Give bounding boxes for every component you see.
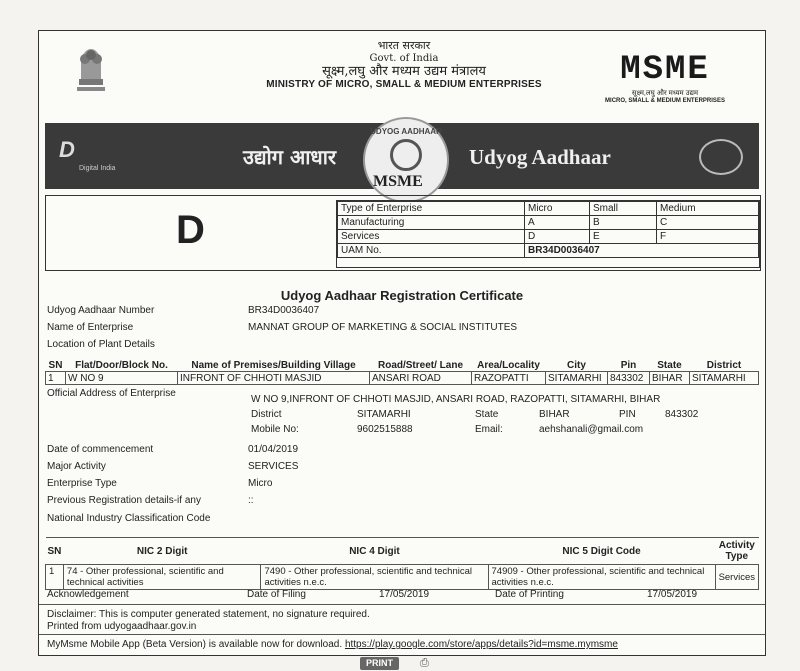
table-cell: INFRONT OF CHHOTI MASJID <box>178 372 370 385</box>
column-header: State <box>650 359 690 372</box>
table-row <box>338 230 759 244</box>
table-cell: A <box>525 216 590 230</box>
official-address-label: Official Address of Enterprise <box>47 388 176 399</box>
table-cell: W NO 9 <box>66 372 178 385</box>
enterprise-type-value: Micro <box>248 478 273 489</box>
uam-value: BR34D0036407 <box>525 244 759 258</box>
divider <box>39 604 765 605</box>
column-header: Name of Premises/Building Village <box>178 359 370 372</box>
commencement-label: Date of commencement <box>47 444 154 455</box>
english-udyog-aadhaar: Udyog Aadhaar <box>469 145 611 169</box>
email-value: aehshanali@gmail.com <box>539 424 644 435</box>
table-row <box>338 202 759 216</box>
enterprise-category-block <box>45 195 761 271</box>
government-header <box>239 39 569 91</box>
msme-logo <box>595 53 735 104</box>
state-value: BIHAR <box>539 409 570 420</box>
table-cell: 1 <box>46 565 64 590</box>
mobile-value: 9602515888 <box>357 424 413 435</box>
nic-code-label: National Industry Classification Code <box>47 513 211 524</box>
table-row <box>338 216 759 230</box>
app-download-note <box>47 639 618 650</box>
msme-mark: MSME <box>620 51 710 89</box>
column-header: NIC 4 Digit <box>261 538 488 565</box>
table-cell: SITAMARHI <box>690 372 759 385</box>
column-header: Pin <box>608 359 650 372</box>
app-download-text: MyMsme Mobile App (Beta Version) is available now for download. <box>47 639 343 650</box>
table-cell: ANSARI ROAD <box>370 372 472 385</box>
column-header: SN <box>46 359 66 372</box>
aadhaar-fingerprint-icon <box>390 139 422 171</box>
column-header: City <box>546 359 608 372</box>
table-cell: SITAMARHI <box>546 372 608 385</box>
certificate-title: Udyog Aadhaar Registration Certificate <box>280 288 524 303</box>
district-label: District <box>251 409 282 420</box>
date-of-filing-value: 17/05/2019 <box>379 589 430 600</box>
column-header: NIC 2 Digit <box>63 538 261 565</box>
nic-code-table <box>45 537 759 590</box>
commencement-value: 01/04/2019 <box>248 444 299 455</box>
digital-india-logo: D <box>59 137 75 162</box>
enterprise-type-label: Enterprise Type <box>47 478 117 489</box>
aadhaar-number-value: BR34D0036407 <box>248 305 320 316</box>
badge-ring-text: UDYOG AADHAAR <box>370 127 442 136</box>
official-address-value: W NO 9,INFRONT OF CHHOTI MASJID, ANSARI ROAD, RAZOPATTI, SITAMARHI, BIHAR <box>251 394 661 405</box>
hindi-ministry: सूक्ष्म,लघु और मध्यम उद्यम मंत्रालय <box>322 64 486 79</box>
ashoka-emblem-icon <box>69 41 113 99</box>
plant-details-label: Location of Plant Details <box>47 339 155 350</box>
uam-label: UAM No. <box>338 244 525 258</box>
table-cell: 843302 <box>608 372 650 385</box>
column-header: NIC 5 Digit Code <box>488 538 715 565</box>
msme-english: MICRO, SMALL & MEDIUM ENTERPRISES <box>605 98 725 104</box>
category-table-box <box>336 200 760 268</box>
table-cell: 74909 - Other professional, scientific and technical activities n.e.c. <box>488 565 715 590</box>
table-row <box>46 372 759 385</box>
email-label: Email: <box>475 424 503 435</box>
pin-label: PIN <box>619 409 636 420</box>
printed-from: Printed from udyogaadhaar.gov.in <box>47 621 197 632</box>
table-cell: Type of Enterprise <box>338 202 525 216</box>
udyog-aadhaar-banner <box>45 123 759 189</box>
table-cell: F <box>657 230 759 244</box>
seal-logo-icon <box>699 139 743 175</box>
print-button[interactable]: PRINT <box>360 657 399 670</box>
ministry-name: MINISTRY OF MICRO, SMALL & MEDIUM ENTERPRISES <box>266 79 542 90</box>
divider <box>39 634 765 635</box>
plant-location-table <box>45 359 759 385</box>
table-cell: D <box>525 230 590 244</box>
table-row <box>46 565 759 590</box>
column-header: Activity Type <box>715 538 758 565</box>
column-header: SN <box>46 538 64 565</box>
date-of-printing-value: 17/05/2019 <box>647 589 698 600</box>
play-store-link[interactable]: https://play.google.com/store/apps/details?id=msme.mymsme <box>344 639 618 650</box>
table-header-row <box>46 538 759 565</box>
table-cell: B <box>590 216 657 230</box>
table-cell: 1 <box>46 372 66 385</box>
major-activity-label: Major Activity <box>47 461 106 472</box>
printer-icon[interactable]: ⎙ <box>420 657 429 669</box>
certificate-sheet <box>38 30 766 656</box>
table-row <box>338 244 759 258</box>
table-cell: 7490 - Other professional, scientific and technical activities n.e.c. <box>261 565 488 590</box>
table-cell: 74 - Other professional, scientific and technical activities <box>63 565 261 590</box>
column-header: Road/Street/ Lane <box>370 359 472 372</box>
digital-india-label: Digital India <box>79 165 116 172</box>
table-cell: Small <box>590 202 657 216</box>
major-activity-value: SERVICES <box>248 461 299 472</box>
table-cell: E <box>590 230 657 244</box>
udyog-aadhaar-badge <box>363 117 449 203</box>
column-header: Flat/Door/Block No. <box>66 359 178 372</box>
govt-of-india: Govt. of India <box>369 53 439 64</box>
category-letter: D <box>176 208 205 252</box>
previous-registration-value: :: <box>248 495 254 506</box>
msme-hindi: सूक्ष्म,लघु और मध्यम उद्यम <box>631 90 699 97</box>
mobile-label: Mobile No: <box>251 424 299 435</box>
district-value: SITAMARHI <box>357 409 411 420</box>
column-header: Area/Locality <box>472 359 546 372</box>
category-table <box>337 201 759 258</box>
hindi-bharat-sarkar: भारत सरकार <box>377 39 431 52</box>
acknowledgement-label: Acknowledgement <box>47 589 129 600</box>
enterprise-name-label: Name of Enterprise <box>47 322 134 333</box>
table-cell: Micro <box>525 202 590 216</box>
table-cell: Services <box>338 230 525 244</box>
column-header: District <box>690 359 759 372</box>
previous-registration-label: Previous Registration details-if any <box>47 495 201 506</box>
table-cell: Manufacturing <box>338 216 525 230</box>
date-of-printing-label: Date of Printing <box>495 589 564 600</box>
hindi-udyog-aadhaar: उद्योग आधार <box>243 145 337 169</box>
table-cell: BIHAR <box>650 372 690 385</box>
aadhaar-number-label: Udyog Aadhaar Number <box>47 305 155 316</box>
pin-value: 843302 <box>665 409 699 420</box>
disclaimer: Disclaimer: This is computer generated statement, no signature required. <box>47 609 370 620</box>
table-cell: C <box>657 216 759 230</box>
enterprise-name-value: MANNAT GROUP OF MARKETING & SOCIAL INSTITUTES <box>248 322 518 333</box>
badge-msme-label: MSME <box>373 173 423 190</box>
table-cell: RAZOPATTI <box>472 372 546 385</box>
state-label: State <box>475 409 499 420</box>
table-cell: Services <box>715 565 758 590</box>
date-of-filing-label: Date of Filing <box>247 589 306 600</box>
table-cell: Medium <box>657 202 759 216</box>
table-header-row <box>46 359 759 372</box>
